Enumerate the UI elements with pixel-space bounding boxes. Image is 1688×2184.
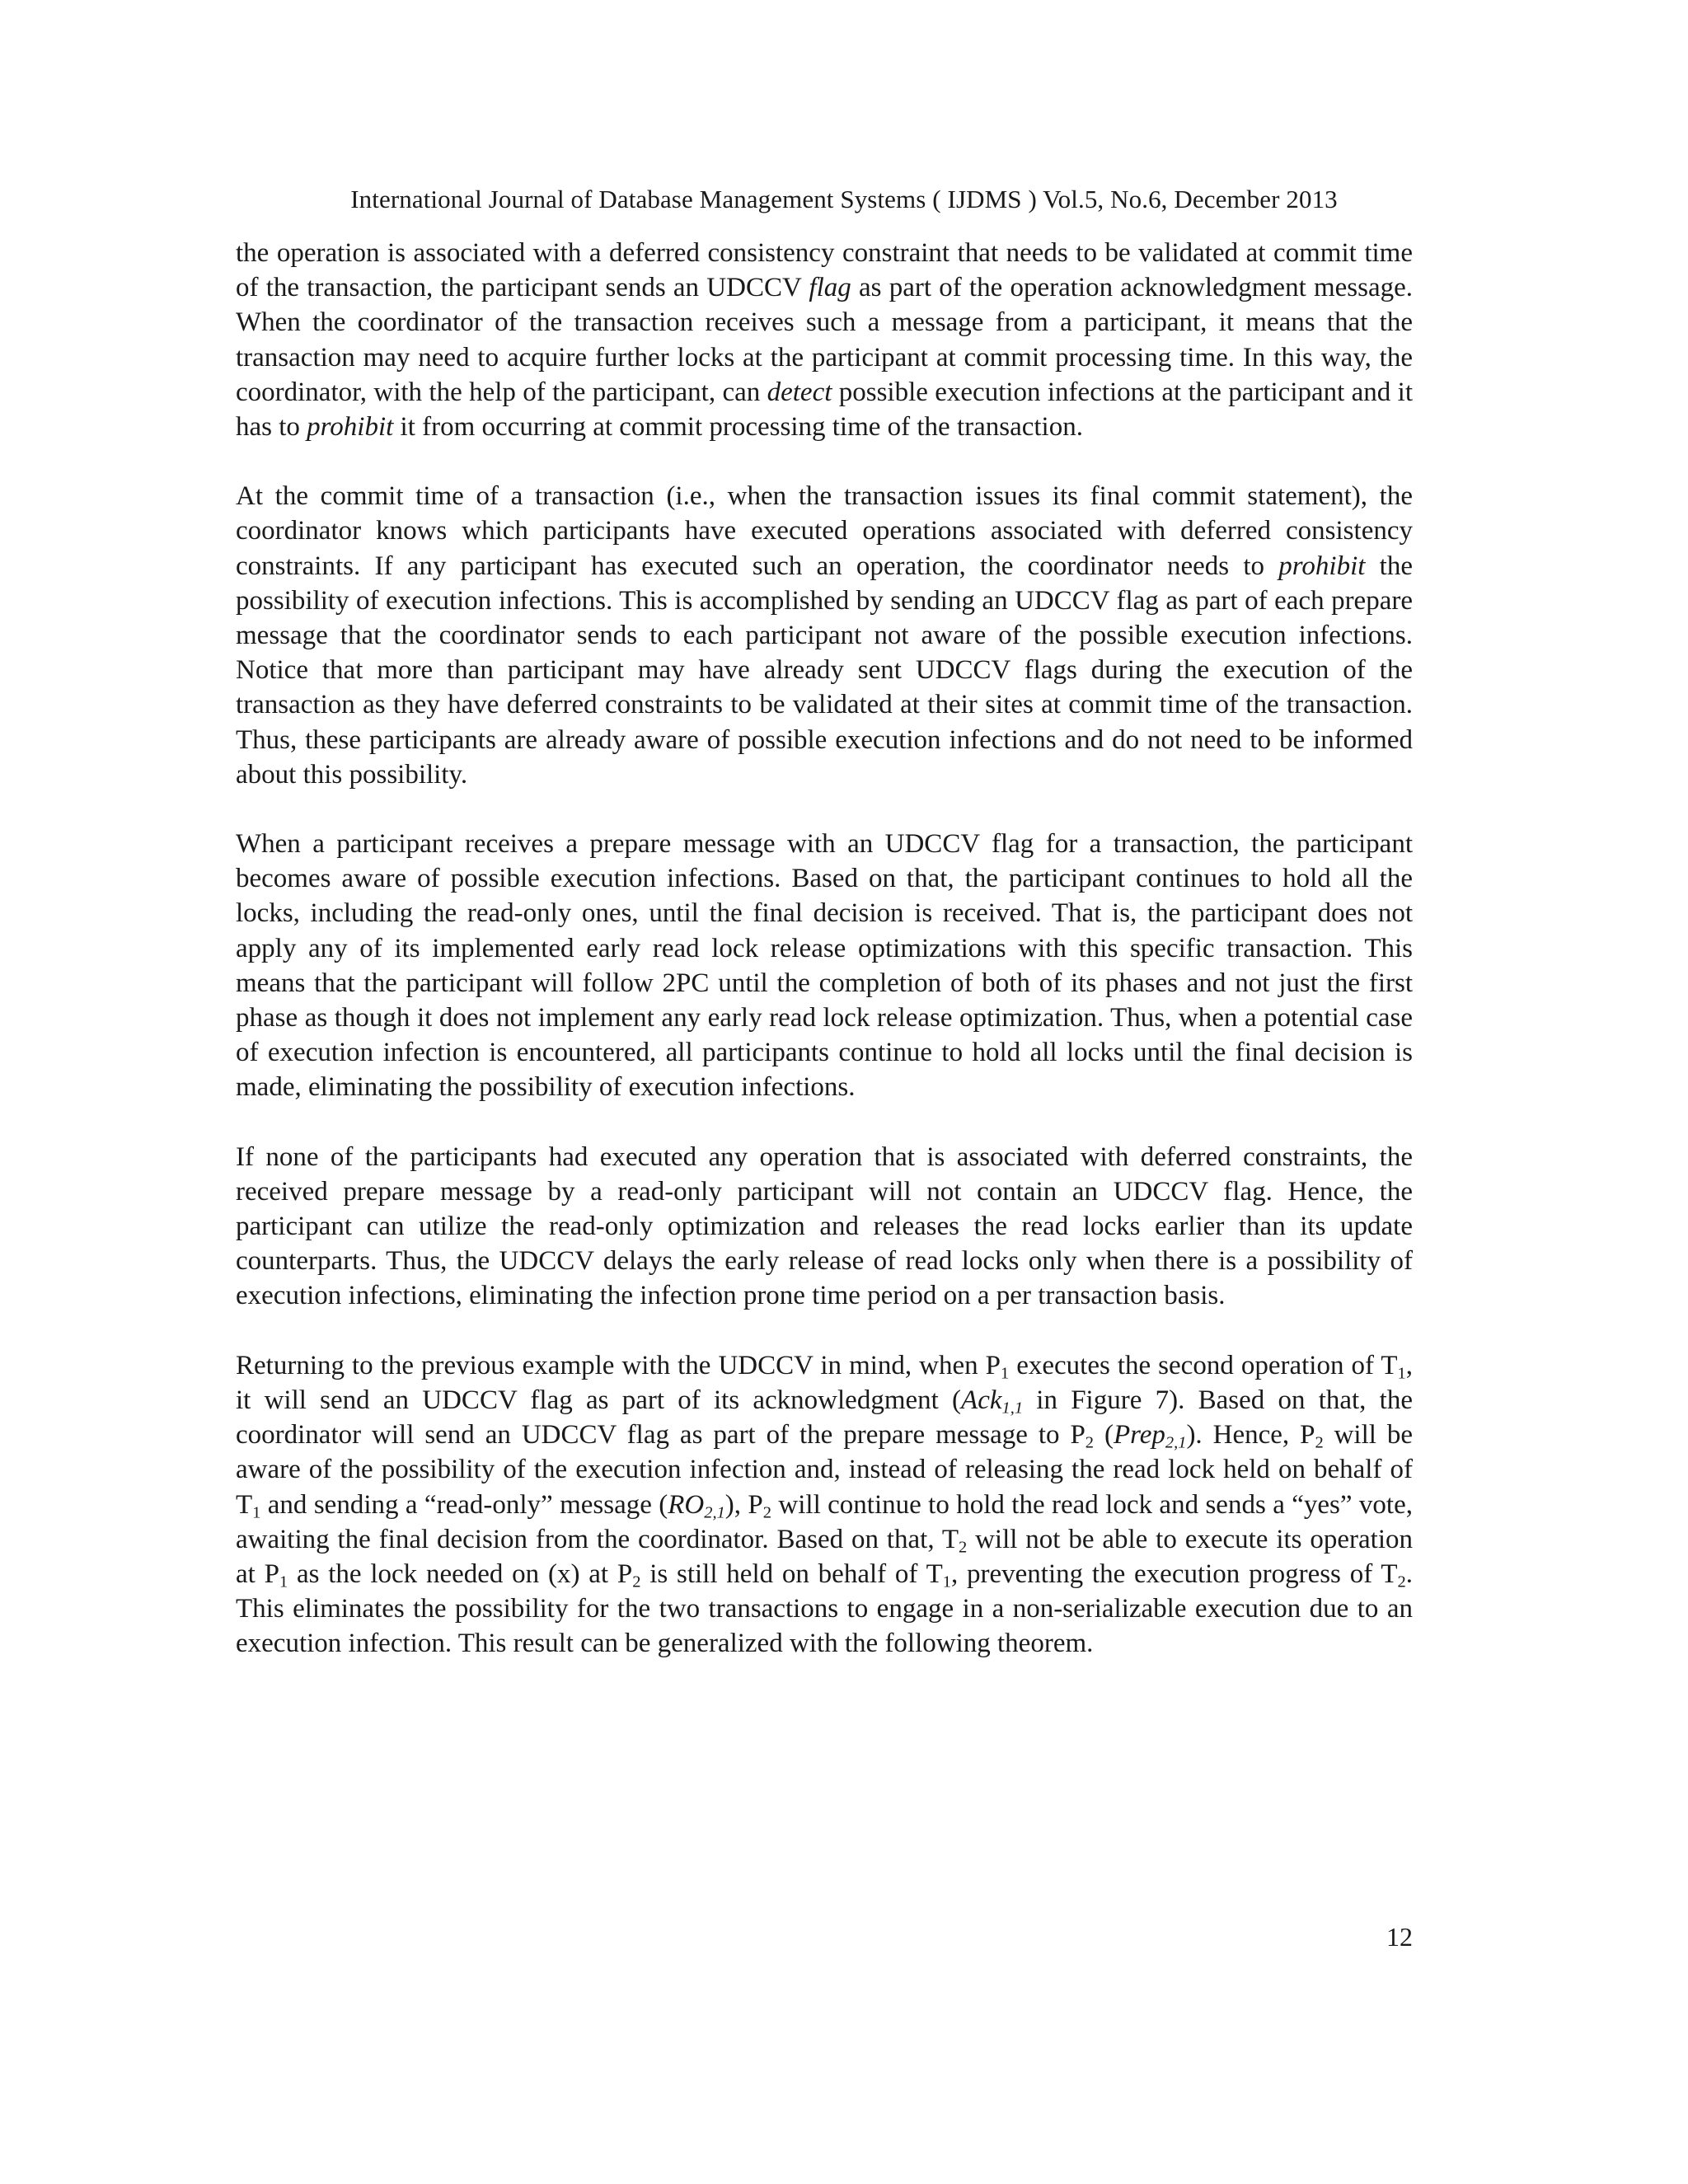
text-run: executes the second operation of T (1009, 1350, 1398, 1380)
text-run: possible execution infections at the participant and it has to (236, 377, 1413, 443)
text-run: the possibility of execution infections. This is accomplished by sending an UDCCV flag as part of each prepare message that the coordinator sends to each participant not aware of the possible execution infections. Notice that more than participant may have already sent UDCCV flags during the execution of the transaction as they have deferred constraints to be validated at their sites at commit time of the transaction. Thus, these participants are already aware of possible execution infections and do not need to be informed about this possibility. (236, 551, 1413, 790)
prep-label: Prep (1113, 1420, 1165, 1451)
subscript: 1,1 (1001, 1399, 1024, 1418)
body-text (236, 236, 1413, 1696)
emphasis-ro (668, 1490, 725, 1520)
emphasis-detect: detect (767, 377, 832, 407)
page-number: 12 (1386, 1922, 1413, 1952)
subscript: 2 (1397, 1572, 1406, 1591)
subscript: 1 (942, 1572, 951, 1591)
text-run: , preventing the execution progress of T (950, 1558, 1398, 1589)
subscript: 2,1 (704, 1503, 725, 1522)
paragraph-example (236, 1348, 1413, 1661)
text-run: is still held on behalf of T (640, 1558, 943, 1589)
text-run: ( (1094, 1420, 1114, 1451)
subscript: 2 (1315, 1433, 1324, 1452)
text-run: it from occurring at commit processing time of the transaction. (393, 412, 1083, 443)
subscript: 1 (1397, 1364, 1406, 1383)
paragraph-commit-time (236, 479, 1413, 792)
subscript: 2 (762, 1503, 772, 1522)
emphasis-prohibit: prohibit (1278, 551, 1366, 581)
text-run: will continue to hold the read lock and sends a “yes” vote, awaiting the final decision from the coordinator. Based on that, T (236, 1489, 1413, 1554)
paragraph-udccv-flag (236, 236, 1413, 444)
paragraph-prepare-message: When a participant receives a prepare message with an UDCCV flag for a transaction, the participant becomes aware of possible execution infections. Based on that, the participant continues to hold all the locks, including the read-only ones, until the final decision is received. That is, the participant does not apply any of its implemented early read lock release optimizations with this specific transaction. This means that the participant will follow 2PC until the completion of both of its phases and not just the first phase as though it does not implement any early read lock release optimization. Thus, when a potential case of execution infection is encountered, all participants continue to hold all locks until the final decision is made, eliminating the possibility of execution infections. (236, 829, 1413, 1103)
emphasis-prep (1114, 1420, 1186, 1450)
subscript: 2 (959, 1538, 968, 1557)
text-run: as the lock needed on (x) at P (288, 1558, 633, 1589)
text-run: Returning to the previous example with the UDCCV in mind, when P (236, 1350, 1001, 1380)
text-run: will not be able to execute its operation at P (236, 1524, 1413, 1589)
text-run: . This eliminates the possibility for the two transactions to engage in a non-serializable execution due to an execution infection. This result can be generalized with the following theorem. (236, 1558, 1413, 1659)
text-run: in Figure 7). Based on that, the coordinator will send an UDCCV flag as part of the prepare message to P (236, 1385, 1413, 1451)
subscript: 1 (252, 1503, 261, 1522)
subscript: 1 (1001, 1364, 1010, 1383)
emphasis-ack (961, 1385, 1024, 1418)
text-run: as part of the operation acknowledgment message. When the coordinator of the transaction receives such a message from a participant, it means that the transaction may need to acquire further locks at the participant at commit processing time. In this way, the coordinator, with the help of the participant, can (236, 273, 1413, 407)
text-run: will be aware of the possibility of the execution infection and, instead of releasing the read lock held on behalf of T (236, 1420, 1414, 1520)
text-run: At the commit time of a transaction (i.e., when the transaction issues its final commit statement), the coordinator knows which participants have executed operations associated with deferred consistency constraints. If any participant has executed such an operation, the coordinator needs to (236, 481, 1413, 581)
ro-label: RO (668, 1489, 705, 1520)
emphasis-prohibit: prohibit (307, 412, 394, 443)
journal-header: International Journal of Database Management Systems ( IJDMS ) Vol.5, No.6, December 2013 (350, 185, 1338, 213)
emphasis-flag: flag (809, 273, 851, 303)
text-run: , it will send an UDCCV flag as part of its acknowledgment ( (236, 1350, 1413, 1415)
subscript: 1 (279, 1572, 288, 1591)
text-run: the operation is associated with a deferred consistency constraint that needs to be validated at commit time of the transaction, the participant sends an UDCCV (236, 238, 1413, 303)
text-run: ), P (724, 1489, 763, 1520)
subscript: 2 (632, 1572, 641, 1591)
text-run: ). Hence, P (1186, 1420, 1315, 1451)
paragraph-read-only-optimization: If none of the participants had executed any operation that is associated with deferred constraints, the received prepare message by a read-only participant will not contain an UDCCV flag. Hence, the participant can utilize the read-only optimization and releases the read locks earlier than its update counterparts. Thus, the UDCCV delays the early release of read locks only when there is a possibility of execution infections, eliminating the infection prone time period on a per transaction basis. (236, 1141, 1413, 1311)
text-run: and sending a “read-only” message ( (260, 1489, 668, 1520)
subscript: 2 (1085, 1433, 1095, 1452)
subscript: 2,1 (1165, 1433, 1187, 1452)
ack-label: Ack (961, 1385, 1002, 1415)
